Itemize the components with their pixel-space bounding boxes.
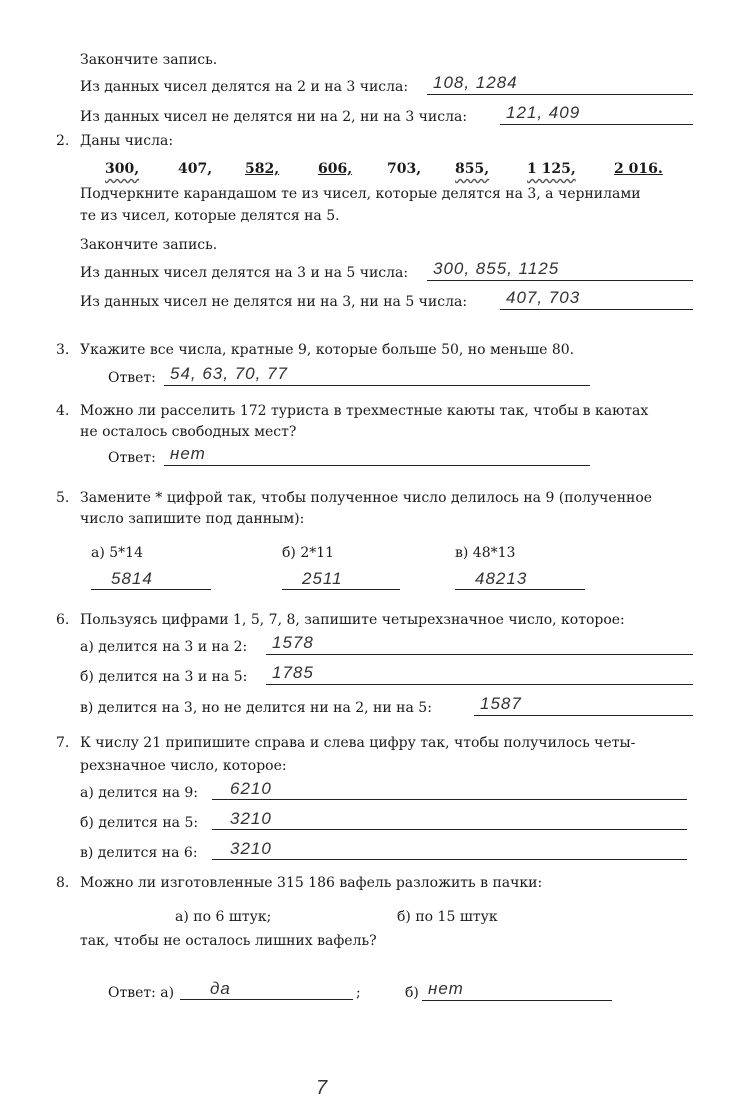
number-item: 407, bbox=[178, 161, 213, 177]
item-label: б) делится на 3 и на 5: bbox=[80, 669, 248, 685]
option-label: в) 48*13 bbox=[455, 545, 516, 561]
answer-field[interactable]: 5814 bbox=[91, 570, 211, 590]
number-item: 582, bbox=[245, 161, 280, 177]
item-label: в) делится на 6: bbox=[80, 845, 198, 861]
answer-label: Ответ: а) bbox=[108, 985, 175, 1001]
statement: Из данных чисел делятся на 3 и на 5 числа: bbox=[80, 265, 409, 281]
page-number: 7 bbox=[316, 1077, 329, 1099]
item-label: а) делится на 3 и на 2: bbox=[80, 639, 248, 655]
number-item: 1 125, bbox=[527, 161, 576, 177]
instruction: те из чисел, которые делятся на 5. bbox=[80, 208, 340, 224]
answer-label: Ответ: bbox=[108, 450, 156, 466]
question-text: Укажите все числа, кратные 9, которые больше 50, но меньше 80. bbox=[80, 342, 575, 358]
answer-field[interactable]: 1785 bbox=[266, 664, 693, 685]
item-label: в) делится на 3, но не делится ни на 2, ни на 5: bbox=[80, 700, 432, 716]
answer-field[interactable]: 407, 703 bbox=[500, 289, 693, 310]
number-item: 2 016. bbox=[614, 161, 663, 177]
option-label: а) по 6 штук; bbox=[175, 909, 272, 925]
option-label: б) 2*11 bbox=[282, 545, 335, 561]
statement: Из данных чисел не делятся ни на 3, ни на 5 числа: bbox=[80, 294, 468, 310]
question-text: не осталось свободных мест? bbox=[80, 424, 297, 440]
option-label: б) по 15 штук bbox=[397, 909, 498, 925]
answer-field[interactable]: 121, 409 bbox=[500, 104, 693, 125]
answer-label-b: б) bbox=[405, 985, 419, 1001]
number-item: 703, bbox=[387, 161, 422, 177]
answer-field[interactable]: 48213 bbox=[455, 570, 585, 590]
answer-field[interactable]: 300, 855, 1125 bbox=[427, 260, 693, 281]
answer-field-a[interactable]: да bbox=[180, 980, 353, 1000]
question-number: 4. bbox=[56, 403, 70, 419]
question-text: рехзначное число, которое: bbox=[80, 758, 287, 774]
number-item: 300, bbox=[105, 161, 140, 177]
answer-field[interactable]: 1578 bbox=[266, 634, 693, 655]
question-number: 8. bbox=[56, 875, 70, 891]
finish-instruction: Закончите запись. bbox=[80, 52, 218, 68]
question-text: так, чтобы не осталось лишних вафель? bbox=[80, 933, 377, 949]
question-text: Пользуясь цифрами 1, 5, 7, 8, запишите четырехзначное число, которое: bbox=[80, 612, 625, 628]
statement: Из данных чисел не делятся ни на 2, ни на 3 числа: bbox=[80, 109, 468, 125]
answer-field[interactable]: 54, 63, 70, 77 bbox=[164, 365, 590, 386]
question-number: 5. bbox=[56, 490, 70, 506]
question-text: К числу 21 припишите справа и слева цифру так, чтобы получилось четы- bbox=[80, 735, 636, 751]
question-text: число запишите под данным): bbox=[80, 511, 305, 527]
statement: Из данных чисел делятся на 2 и на 3 числа: bbox=[80, 79, 409, 95]
finish-instruction: Закончите запись. bbox=[80, 237, 218, 253]
question-text: Замените * цифрой так, чтобы полученное число делилось на 9 (полученное bbox=[80, 490, 653, 506]
question-number: 2. bbox=[56, 133, 70, 149]
option-label: а) 5*14 bbox=[91, 545, 143, 561]
item-label: а) делится на 9: bbox=[80, 785, 199, 801]
item-label: б) делится на 5: bbox=[80, 815, 199, 831]
question-title: Даны числа: bbox=[80, 133, 174, 149]
answer-field[interactable]: 2511 bbox=[282, 570, 400, 590]
answer-field[interactable]: 6210 bbox=[212, 780, 687, 800]
answer-label: Ответ: bbox=[108, 370, 156, 386]
answer-field[interactable]: 3210 bbox=[212, 840, 687, 860]
answer-field[interactable]: 108, 1284 bbox=[427, 74, 693, 95]
number-item: 855, bbox=[455, 161, 490, 177]
question-number: 6. bbox=[56, 612, 70, 628]
answer-field-b[interactable]: нет bbox=[422, 980, 612, 1001]
question-number: 3. bbox=[56, 342, 70, 358]
answer-field[interactable]: 1587 bbox=[474, 695, 693, 716]
question-number: 7. bbox=[56, 735, 70, 751]
number-item: 606, bbox=[318, 161, 353, 177]
answer-field[interactable]: 3210 bbox=[212, 810, 687, 830]
question-text: Можно ли расселить 172 туриста в трехместные каюты так, чтобы в каютах bbox=[80, 403, 649, 419]
separator: ; bbox=[356, 985, 361, 1001]
instruction: Подчеркните карандашом те из чисел, которые делятся на 3, а чернилами bbox=[80, 186, 641, 202]
answer-field[interactable]: нет bbox=[164, 445, 590, 466]
question-text: Можно ли изготовленные 315 186 вафель разложить в пачки: bbox=[80, 875, 543, 891]
